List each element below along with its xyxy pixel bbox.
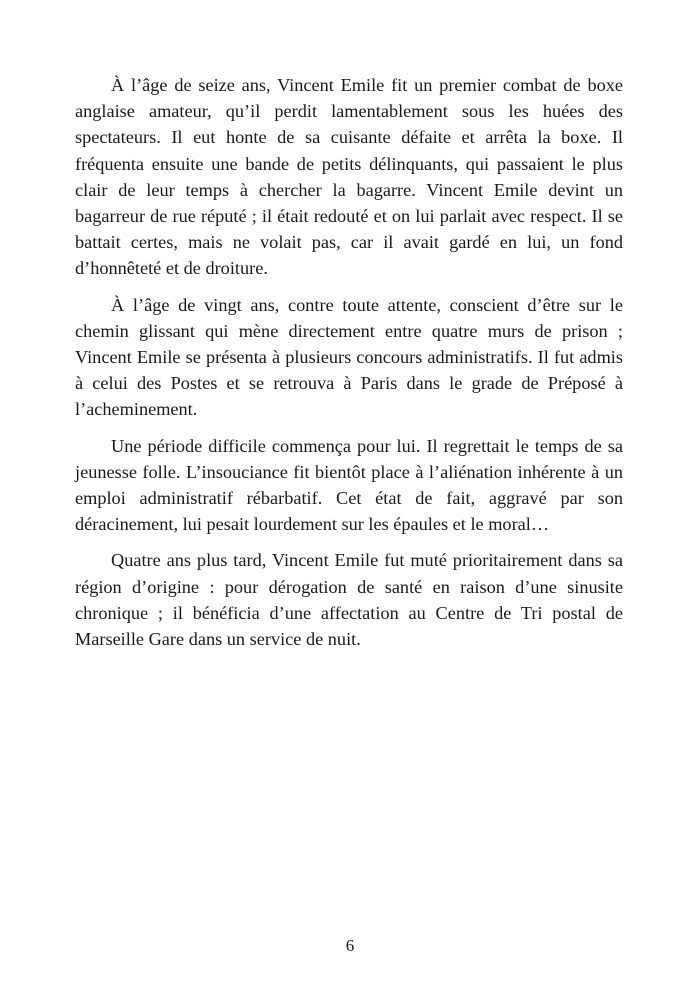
paragraph-3: Une période difficile commença pour lui. Il regrettait le temps de sa jeunesse folle. L’insouciance fit bientôt place à l’aliénation inhérente à un emploi administratif rébarbatif. Cet état de fait, aggravé par son déracinement, lui pesait lourdement sur les épaules et le moral… xyxy=(75,435,623,535)
page-number: 6 xyxy=(345,936,355,955)
paragraph-4: Quatre ans plus tard, Vincent Emile fut muté prioritairement dans sa région d’origine : pour dérogation de santé en raison d’une sinusite chronique ; il bénéficia d’une affectation au Centre de Tri postal de Marseille Gare dans un service de nuit. xyxy=(75,550,623,650)
body-text xyxy=(75,72,623,662)
paragraph-2: À l’âge de vingt ans, contre toute attente, conscient d’être sur le chemin glissant qui mène directement entre quatre murs de prison ; Vincent Emile se présenta à plusieurs concours administratifs. Il fut admis à celui des Postes et se retrouva à Paris dans le grade de Préposé à l’acheminement. xyxy=(75,294,623,420)
paragraph-1: À l’âge de seize ans, Vincent Emile fit un premier combat de boxe anglaise amateur, qu’il perdit lamentablement sous les huées des spectateurs. Il eut honte de sa cuisante défaite et arrêta la boxe. Il fréquenta ensuite une bande de petits délinquants, qui passaient le plus clair de leur temps à chercher la bagarre. Vincent Emile devint un bagarreur de rue réputé ; il était redouté et on lui parlait avec respect. Il se battait certes, mais ne volait pas, car il avait gardé en lui, un fond d’honnêteté et de droiture. xyxy=(75,75,623,279)
